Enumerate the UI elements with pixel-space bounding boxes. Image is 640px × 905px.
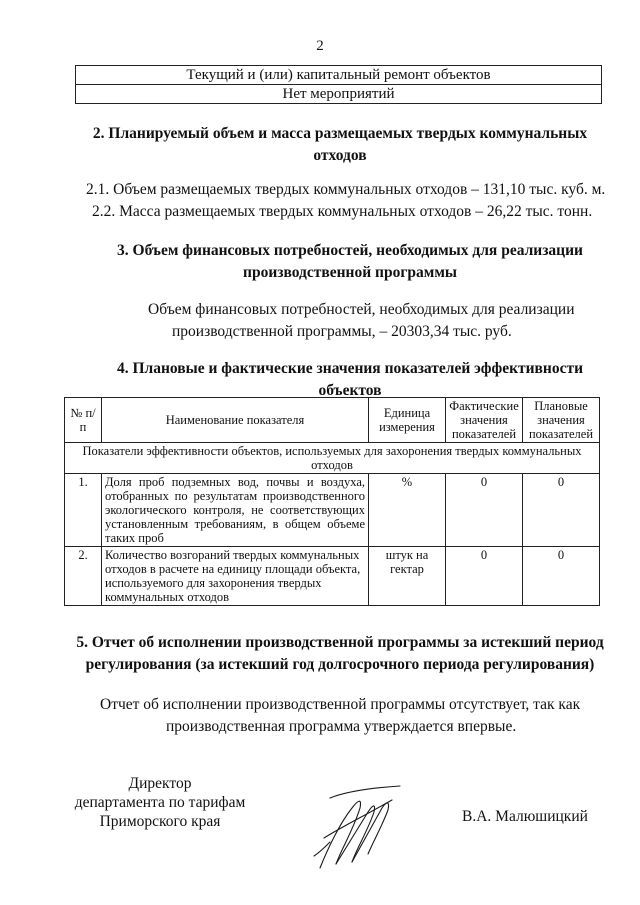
- section-5-heading-line1: 5. Отчет об исполнении производственной программы за истекший период: [76, 634, 604, 651]
- section-2-heading: [60, 123, 620, 167]
- header-num: № п/п: [65, 398, 102, 443]
- section-5-text-line1: Отчет об исполнении производственной программы отсутствует, так как: [100, 696, 581, 713]
- section-2-heading-line2: отходов: [313, 147, 367, 164]
- section-3-heading: [100, 240, 600, 284]
- page-number: 2: [316, 38, 324, 54]
- section-5-heading: [70, 632, 610, 676]
- row-plan: 0: [523, 474, 600, 547]
- section-2-item-1: 2.1. Объем размещаемых твердых коммунальных отходов – 131,10 тыс. куб. м.: [86, 181, 606, 198]
- header-name: Наименование показателя: [102, 398, 369, 443]
- section-3-text-line1: Объем финансовых потребностей, необходимых для реализации: [148, 301, 575, 318]
- row-num: 2.: [65, 547, 102, 606]
- row-plan: 0: [523, 547, 600, 606]
- indicators-group-label: Показатели эффективности объектов, используемых для захоронения твердых коммунальных отходов: [65, 443, 600, 474]
- header-unit: Единица измерения: [369, 398, 446, 443]
- signatory-position-line3: Приморского края: [99, 813, 221, 830]
- section-4-heading-line1: 4. Плановые и фактические значения показателей эффективности: [116, 360, 584, 377]
- signatory-position-line1: Директор: [128, 775, 192, 792]
- row-fact: 0: [446, 474, 523, 547]
- signatory-name: В.А. Малюшицкий: [462, 808, 588, 825]
- row-fact: 0: [446, 547, 523, 606]
- indicators-group-row: [65, 443, 600, 474]
- activities-table-title: Текущий и (или) капитальный ремонт объектов: [186, 67, 491, 83]
- indicators-table: [64, 397, 600, 606]
- activities-table: [75, 65, 602, 104]
- section-3-text-line2: производственной программы, – 20303,34 тыс. руб.: [172, 323, 512, 340]
- handwritten-signature: [300, 778, 410, 878]
- row-name: Количество возгораний твердых коммунальных отходов в расчете на единицу площади объекта, используемого для захоронения твердых коммунальных отходов: [102, 547, 369, 606]
- section-5-text-line2: производственная программа утверждается впервые.: [166, 718, 517, 735]
- row-name: Доля проб подземных вод, почвы и воздуха, отобранных по результатам производственного экологического контроля, не соответствующих установленным требованиям, в общем объеме таких проб: [102, 474, 369, 547]
- section-2-heading-line1: 2. Планируемый объем и масса размещаемых твердых коммунальных: [92, 125, 588, 142]
- section-2-item-2: 2.2. Масса размещаемых твердых коммунальных отходов – 26,22 тыс. тонн.: [92, 203, 593, 220]
- row-unit: %: [369, 474, 446, 547]
- table-row: [65, 474, 600, 547]
- header-plan: Плановые значения показателей: [523, 398, 600, 443]
- row-num: 1.: [65, 474, 102, 547]
- section-5-heading-line2: регулирования (за истекший год долгосрочного периода регулирования): [85, 656, 595, 673]
- header-fact: Фактические значения показателей: [446, 398, 523, 443]
- section-4-heading: [100, 358, 600, 402]
- signatory-position: [60, 774, 260, 831]
- section-3-heading-line2: производственной программы: [243, 264, 457, 281]
- row-unit: штук на гектар: [369, 547, 446, 606]
- signatory-position-line2: департамента по тарифам: [74, 794, 246, 811]
- indicators-table-header: [65, 398, 600, 443]
- activities-table-value: Нет мероприятий: [76, 84, 601, 103]
- section-4-heading-line2: объектов: [318, 382, 382, 399]
- table-row: [65, 547, 600, 606]
- section-3-heading-line1: 3. Объем финансовых потребностей, необходимых для реализации: [117, 242, 583, 259]
